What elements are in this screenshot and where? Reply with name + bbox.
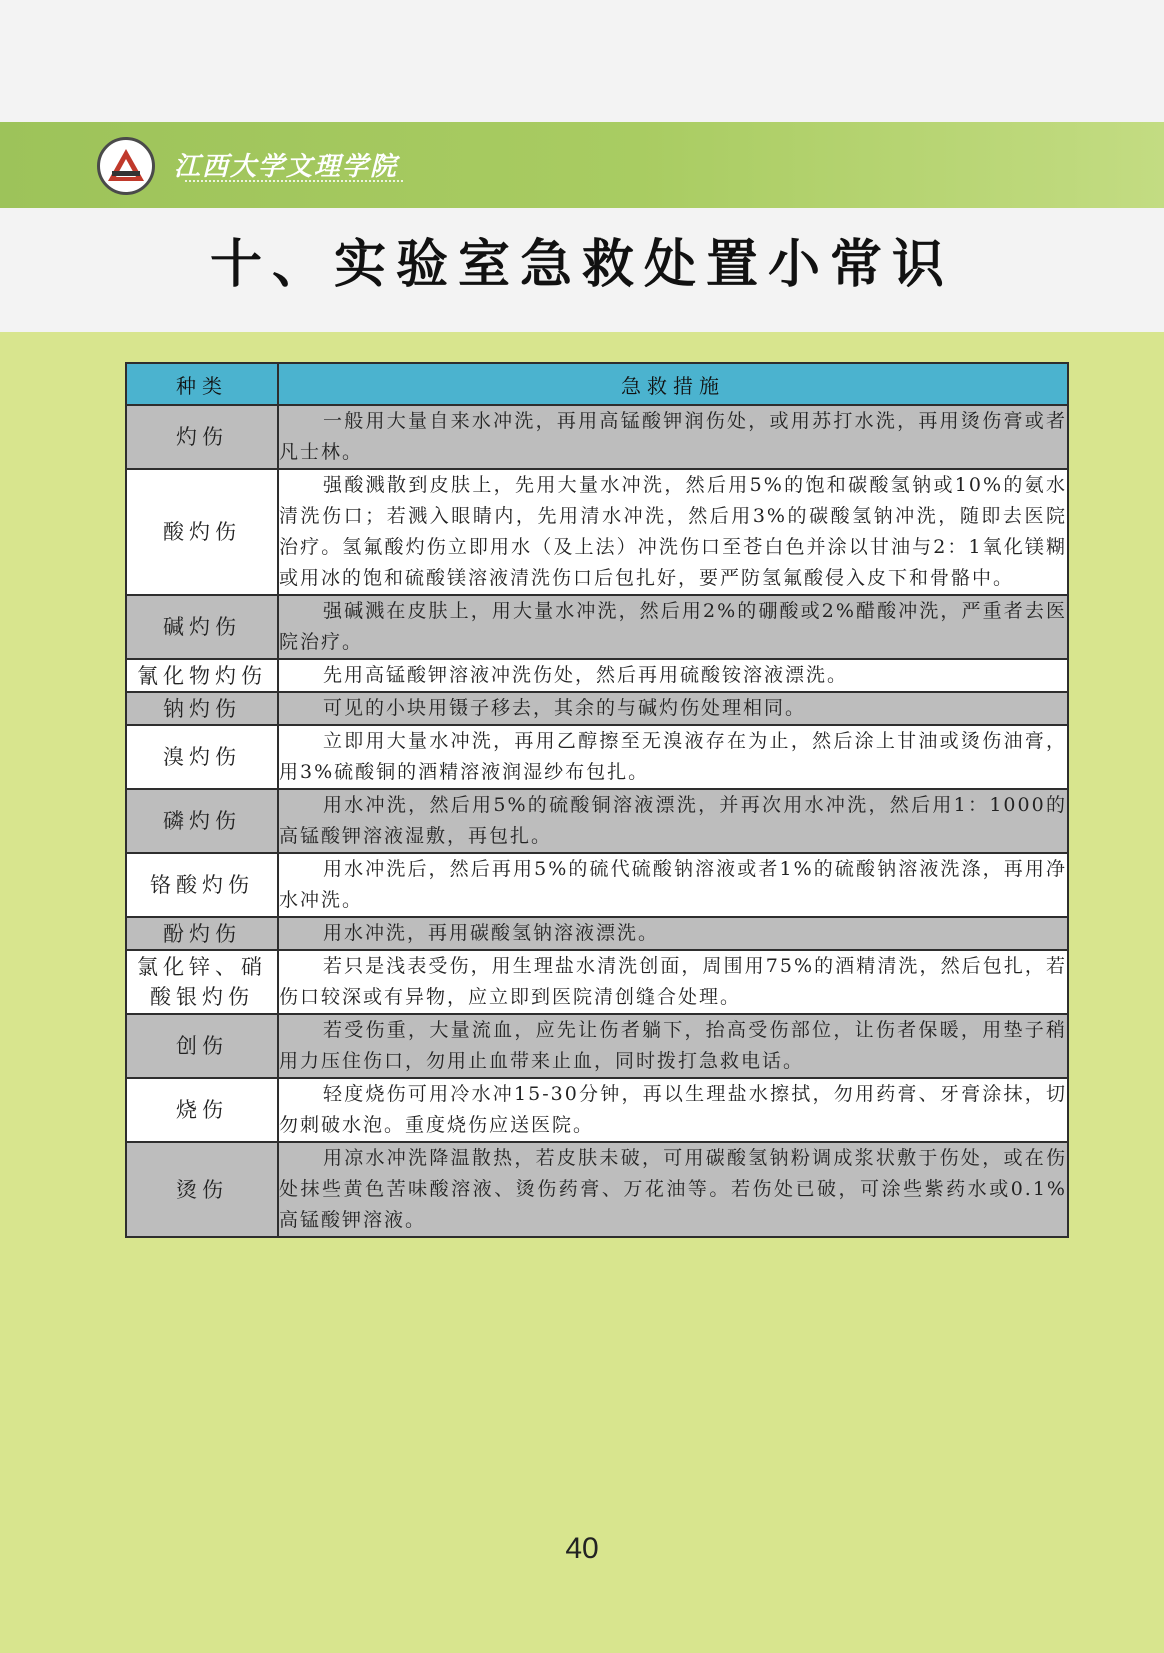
table-row bbox=[126, 595, 1068, 659]
page-number: 40 bbox=[565, 1532, 599, 1565]
logo-emblem-icon bbox=[106, 147, 146, 185]
first-aid-measure: 一般用大量自来水冲洗，再用高锰酸钾润伤处，或用苏打水洗，再用烫伤膏或者凡士林。 bbox=[278, 405, 1068, 469]
first-aid-measure: 强酸溅散到皮肤上，先用大量水冲洗，然后用5%的饱和碳酸氢钠或10%的氨水清洗伤口；若溅入眼睛内，先用清水冲洗，然后用3%的碳酸氢钠冲洗，随即去医院治疗。氢氟酸灼伤立即用水（及上法）冲洗伤口至苍白色并涂以甘油与2：1氧化镁糊或用冰的饱和硫酸镁溶液清洗伤口后包扎好，要严防氢氟酸侵入皮下和骨骼中。 bbox=[278, 469, 1068, 595]
table-row bbox=[126, 1078, 1068, 1142]
injury-category: 酸灼伤 bbox=[126, 469, 278, 595]
school-name: 江西大学文理学院 bbox=[174, 152, 399, 182]
table-body bbox=[126, 405, 1068, 1237]
injury-category: 磷灼伤 bbox=[126, 789, 278, 853]
table-row bbox=[126, 853, 1068, 917]
school-logo bbox=[97, 137, 155, 195]
table-row bbox=[126, 950, 1068, 1014]
injury-category: 碱灼伤 bbox=[126, 595, 278, 659]
table-header-row bbox=[126, 363, 1068, 405]
first-aid-measure: 用水冲洗，再用碳酸氢钠溶液漂洗。 bbox=[278, 917, 1068, 950]
first-aid-measure: 用水冲洗后，然后再用5%的硫代硫酸钠溶液或者1%的硫酸钠溶液洗涤，再用净水冲洗。 bbox=[278, 853, 1068, 917]
first-aid-table bbox=[125, 362, 1069, 1238]
injury-category: 溴灼伤 bbox=[126, 725, 278, 789]
injury-category: 灼伤 bbox=[126, 405, 278, 469]
table-row bbox=[126, 469, 1068, 595]
top-margin bbox=[0, 0, 1164, 122]
first-aid-measure: 强碱溅在皮肤上，用大量水冲洗，然后用2%的硼酸或2%醋酸冲洗，严重者去医院治疗。 bbox=[278, 595, 1068, 659]
first-aid-measure: 先用高锰酸钾溶液冲洗伤处，然后再用硫酸铵溶液漂洗。 bbox=[278, 659, 1068, 692]
first-aid-measure: 轻度烧伤可用冷水冲15-30分钟，再以生理盐水擦拭，勿用药膏、牙膏涂抹，切勿刺破水泡。重度烧伤应送医院。 bbox=[278, 1078, 1068, 1142]
first-aid-measure: 用凉水冲洗降温散热，若皮肤未破，可用碳酸氢钠粉调成浆状敷于伤处，或在伤处抹些黄色苦味酸溶液、烫伤药膏、万花油等。若伤处已破，可涂些紫药水或0.1%高锰酸钾溶液。 bbox=[278, 1142, 1068, 1237]
first-aid-measure: 若受伤重，大量流血，应先让伤者躺下，抬高受伤部位，让伤者保暖，用垫子稍用力压住伤口，勿用止血带来止血，同时拨打急救电话。 bbox=[278, 1014, 1068, 1078]
first-aid-measure: 用水冲洗，然后用5%的硫酸铜溶液漂洗，并再次用水冲洗，然后用1：1000的高锰酸钾溶液湿敷，再包扎。 bbox=[278, 789, 1068, 853]
injury-category: 铬酸灼伤 bbox=[126, 853, 278, 917]
first-aid-measure: 可见的小块用镊子移去，其余的与碱灼伤处理相同。 bbox=[278, 692, 1068, 725]
first-aid-measure: 若只是浅表受伤，用生理盐水清洗创面，周围用75%的酒精清洗，然后包扎，若伤口较深或有异物，应立即到医院清创缝合处理。 bbox=[278, 950, 1068, 1014]
table-row bbox=[126, 405, 1068, 469]
table-row bbox=[126, 692, 1068, 725]
table-row bbox=[126, 1142, 1068, 1237]
injury-category: 烫伤 bbox=[126, 1142, 278, 1237]
injury-category: 钠灼伤 bbox=[126, 692, 278, 725]
injury-category: 烧伤 bbox=[126, 1078, 278, 1142]
injury-category: 创伤 bbox=[126, 1014, 278, 1078]
injury-category: 氰化物灼伤 bbox=[126, 659, 278, 692]
first-aid-measure: 立即用大量水冲洗，再用乙醇擦至无溴液存在为止，然后涂上甘油或烫伤油膏，用3%硫酸铜的酒精溶液润湿纱布包扎。 bbox=[278, 725, 1068, 789]
table-row bbox=[126, 789, 1068, 853]
table-row bbox=[126, 725, 1068, 789]
table-row bbox=[126, 917, 1068, 950]
table-row bbox=[126, 659, 1068, 692]
injury-category: 氯化锌、硝酸银灼伤 bbox=[126, 950, 278, 1014]
school-name-underline bbox=[185, 180, 403, 185]
column-header-category: 种类 bbox=[126, 363, 278, 405]
injury-category: 酚灼伤 bbox=[126, 917, 278, 950]
column-header-measure: 急救措施 bbox=[278, 363, 1068, 405]
table-row bbox=[126, 1014, 1068, 1078]
page-title: 十、实验室急救处置小常识 bbox=[209, 235, 954, 295]
